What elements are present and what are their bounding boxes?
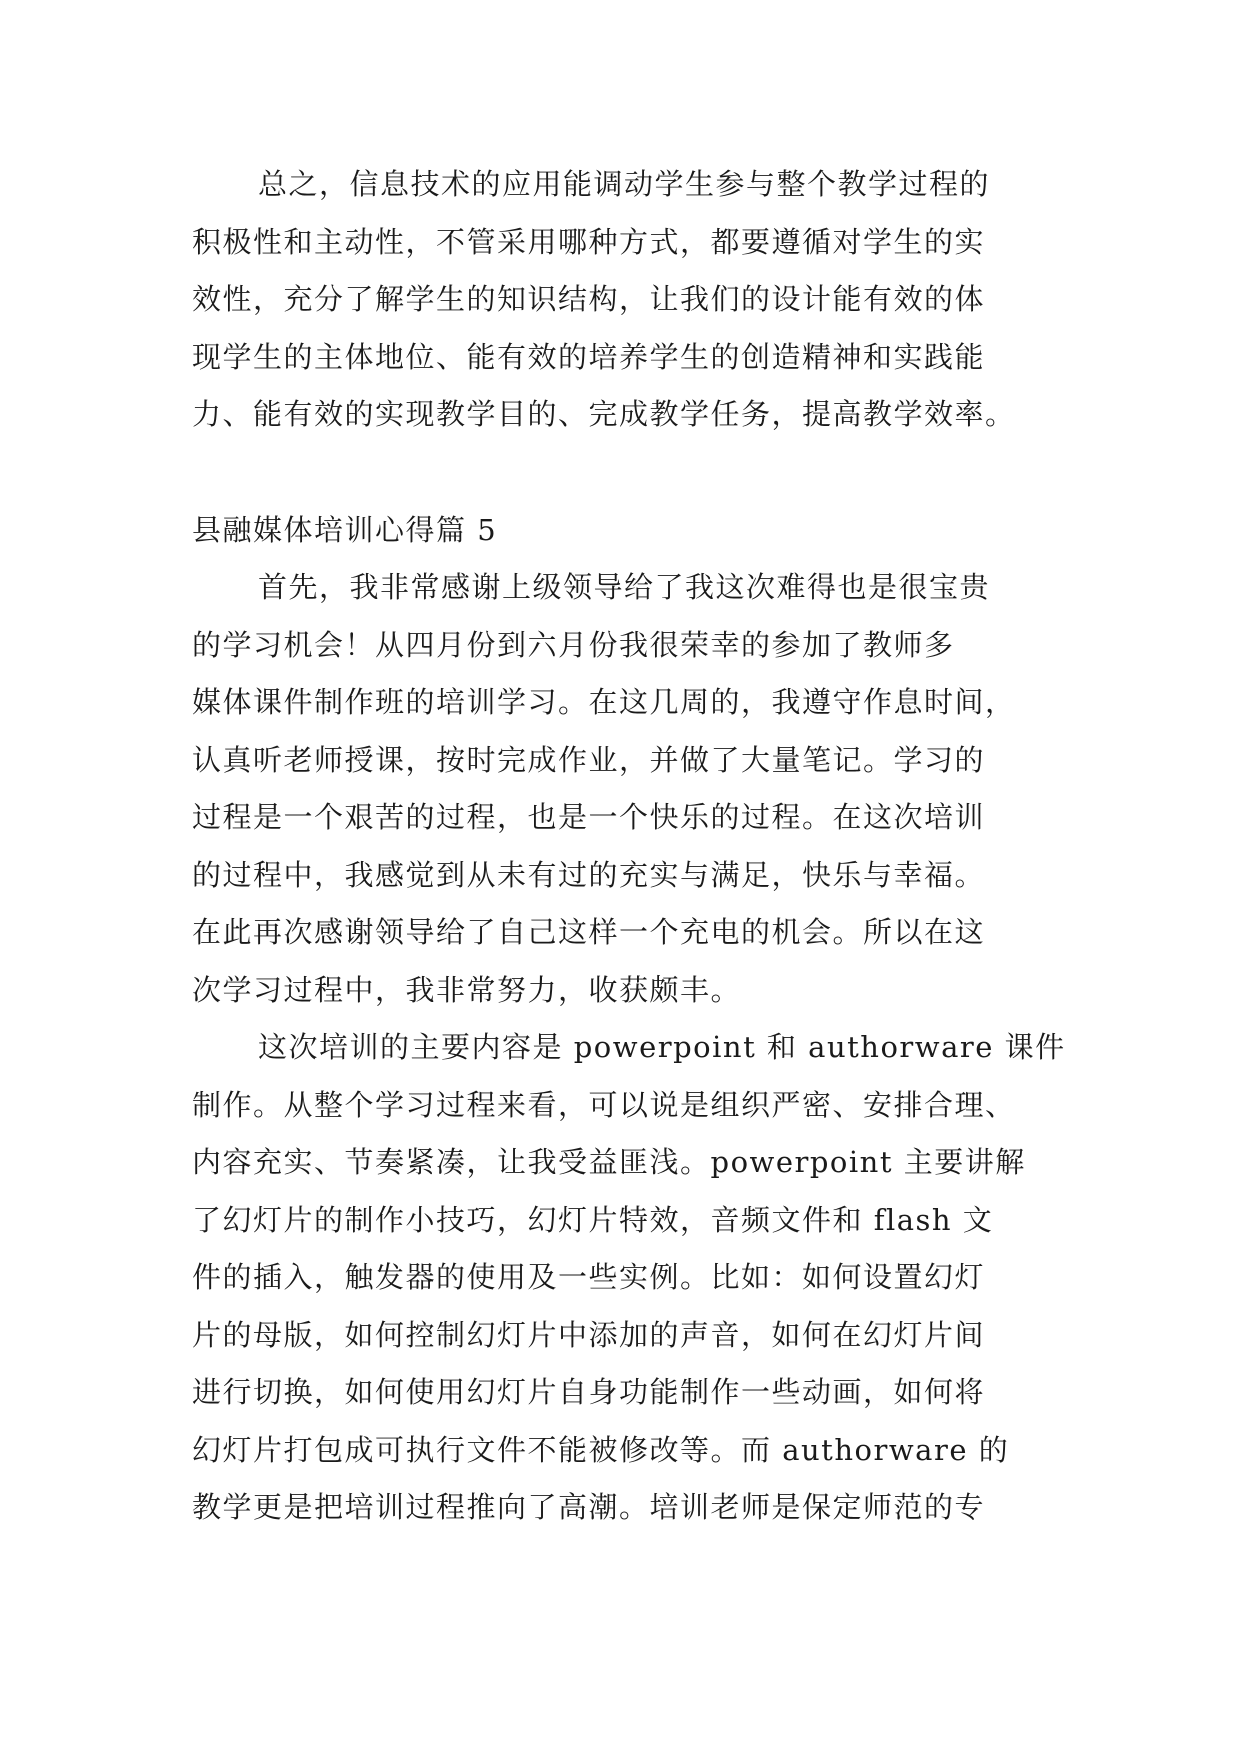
text-line: 制作。从整个学习过程来看，可以说是组织严密、安排合理、 (192, 1087, 1016, 1122)
paragraph-gap (192, 444, 1062, 502)
text-line: 积极性和主动性，不管采用哪种方式，都要遵循对学生的实 (192, 224, 986, 259)
text-line: 的过程中，我感觉到从未有过的充实与满足，快乐与幸福。 (192, 857, 986, 892)
text-line: 这次培训的主要内容是 powerpoint 和 authorware 课件 (258, 1030, 1066, 1064)
text-line: 在此再次感谢领导给了自己这样一个充电的机会。所以在这 (192, 915, 986, 949)
text-line: 首先，我非常感谢上级领导给了我这次难得也是很宝贵 (258, 570, 991, 604)
text-line: 内容充实、节奏紧凑，让我受益匪浅。powerpoint 主要讲解 (192, 1145, 1026, 1179)
text-line: 片的母版，如何控制幻灯片中添加的声音，如何在幻灯片间 (192, 1317, 986, 1352)
text-line: 进行切换，如何使用幻灯片自身功能制作一些动画，如何将 (192, 1375, 986, 1409)
text-line: 现学生的主体地位、能有效的培养学生的创造精神和实践能 (192, 339, 986, 374)
text-line: 总之，信息技术的应用能调动学生参与整个教学过程的 (258, 167, 991, 201)
paragraph-conclusion (192, 156, 1062, 444)
text-line: 认真听老师授课，按时完成作业，并做了大量笔记。学习的 (192, 742, 986, 777)
text-line: 媒体课件制作班的培训学习。在这几周的，我遵守作息时间， (192, 685, 1016, 719)
text-line: 了幻灯片的制作小技巧，幻灯片特效，音频文件和 flash 文 (192, 1202, 994, 1237)
text-line: 次学习过程中，我非常努力，收获颇丰。 (192, 972, 742, 1007)
document-body (192, 156, 1066, 1537)
text-line: 效性，充分了解学生的知识结构，让我们的设计能有效的体 (192, 282, 986, 316)
text-line: 力、能有效的实现教学目的、完成教学任务，提高教学效率。 (192, 397, 1016, 431)
section-title: 县融媒体培训心得篇 5 (192, 512, 498, 547)
paragraph-training-content (192, 1019, 1066, 1537)
text-line: 教学更是把培训过程推向了高潮。培训老师是保定师范的专 (192, 1490, 986, 1524)
text-line: 过程是一个艰苦的过程，也是一个快乐的过程。在这次培训 (192, 800, 986, 834)
text-line: 的学习机会！从四月份到六月份我很荣幸的参加了教师多 (192, 627, 955, 662)
paragraph-thanks (192, 559, 1062, 1019)
text-line: 件的插入，触发器的使用及一些实例。比如：如何设置幻灯 (192, 1260, 986, 1294)
text-line: 幻灯片打包成可执行文件不能被修改等。而 authorware 的 (192, 1432, 1010, 1467)
